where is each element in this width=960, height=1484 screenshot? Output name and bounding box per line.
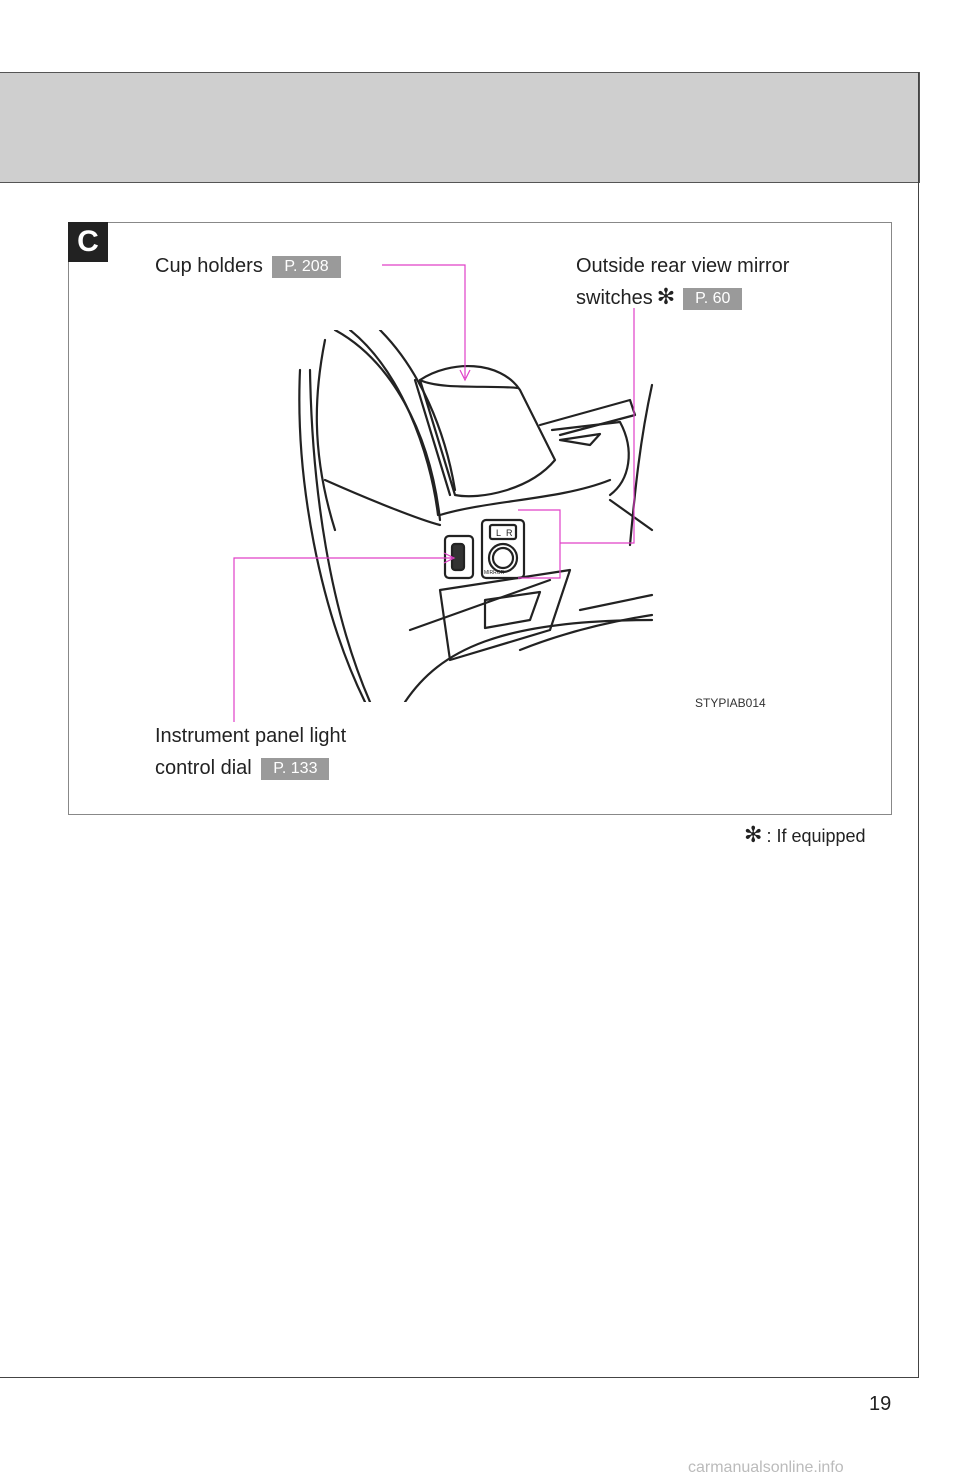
callout-instrument-dial-line2: control dial	[155, 757, 252, 779]
mirror-switch-l-label: L	[496, 528, 502, 538]
mirror-switches-page-ref[interactable]: P. 60	[683, 288, 742, 310]
instrument-dial-page-ref[interactable]: P. 133	[261, 758, 329, 780]
watermark: carmanualsonline.info	[688, 1459, 844, 1476]
footnote	[740, 822, 866, 848]
callout-cup-holders-label: Cup holders	[155, 255, 263, 277]
page-number: 19	[869, 1393, 892, 1415]
callout-instrument-dial-line1: Instrument panel light	[155, 725, 347, 747]
mirror-switch-r-label: R	[506, 528, 513, 538]
mirror-switch-mirror-label: MIRROR	[484, 570, 505, 576]
callout-mirror-switches-line1: Outside rear view mirror	[576, 255, 790, 277]
callout-cup-holders	[155, 254, 341, 278]
illustration-code: STYPIAB014	[695, 696, 766, 710]
callout-instrument-dial	[155, 756, 329, 780]
cup-holders-page-ref[interactable]: P. 208	[272, 256, 340, 278]
console-illustration	[290, 330, 662, 702]
asterisk-icon: ✻	[656, 284, 676, 309]
bottom-rule	[0, 1377, 919, 1378]
callout-mirror-switches	[576, 285, 742, 310]
section-badge: C	[68, 222, 108, 262]
footnote-text: : If equipped	[766, 826, 866, 846]
right-margin-rule	[918, 72, 919, 1378]
callout-mirror-switches-line2: switches	[576, 287, 653, 309]
footnote-asterisk-icon: ✻	[744, 822, 763, 847]
header-band	[0, 72, 920, 183]
